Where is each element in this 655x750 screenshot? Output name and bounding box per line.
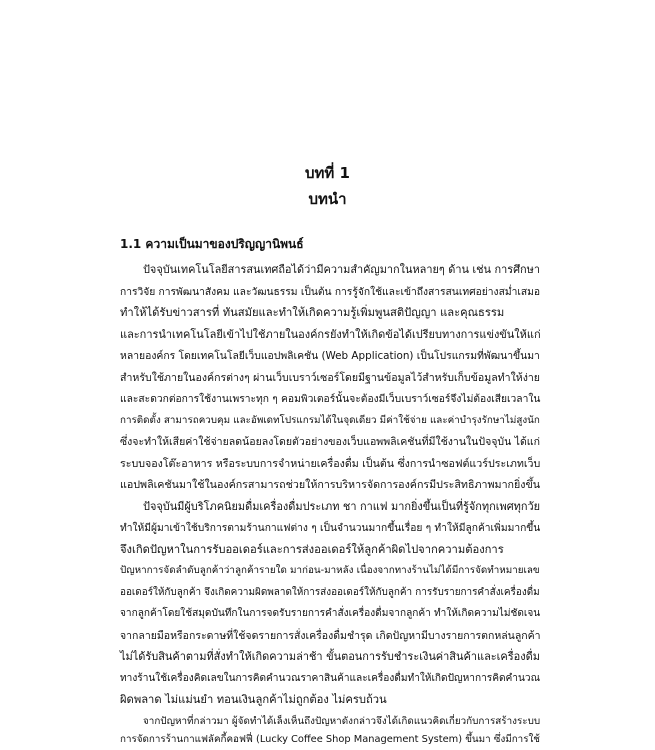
paragraph-line: จากปัญหาที่กล่าวมา ผู้จัดทำได้เล็งเห็นถึงปัญหาดังกล่าวจึงได้เกิดแนวคิดเกี่ยวกับการสร้างระบบ: [143, 716, 541, 727]
paragraph-line: การติดตั้ง สามารถควบคุม และอัพเดทโปรแกรมได้ในจุดเดียว มีค่าใช้จ่าย และค่าบำรุงรักษาไม่สูงนัก: [120, 415, 540, 426]
paragraph-line: ปัจจุบันมีผู้บริโภคนิยมดื่มเครื่องดื่มประเภท ชา กาแฟ มากยิ่งขึ้นเป็นที่รู้จักทุกเพศทุกวัย: [143, 500, 541, 513]
paragraph-line: ปัญหาการจัดลำดับลูกค้าว่าลูกค้ารายใด มาก่อน-มาหลัง เนื่องจากทางร้านไม่ได้มีการจัดทำหมายเลข: [120, 565, 540, 576]
paragraph-line: จากลายมือหรือกระดาษที่ใช้จดรายการสั่งเครื่องดื่มชำรุด เกิดปัญหามีบางรายการตกหล่นลูกค้า: [120, 630, 541, 642]
paragraph-line: สำหรับใช้ภายในองค์กรต่างๆ ผ่านเว็บเบราว์เซอร์โดยมีฐานข้อมูลไว้สำหรับเก็บข้อมูลทำให้ง่าย: [120, 372, 540, 384]
paragraph-line: ทำให้มีผู้มาเข้าใช้บริการตามร้านกาแฟต่าง ๆ เป็นจำนวนมากขึ้นเรื่อย ๆ ทำให้มีลูกค้าเพิ่มมากขึ้น: [120, 522, 541, 534]
paragraph-line: การวิจัย การพัฒนาสังคม และวัฒนธรรม เป็นต้น การรู้จักใช้และเข้าถึงสารสนเทศอย่างสม่ำเสมอ: [120, 286, 541, 298]
paragraph-line: ออเดอร์ให้กับลูกค้า จึงเกิดความผิดพลาดให้การส่งออเดอร์ให้กับลูกค้า การรับรายการคำสั่งเครื่องดื่ม: [120, 587, 540, 598]
paragraph-line: แอปพลิเคชันมาใช้ในองค์กรสามารถช่วยให้การบริหารจัดการองค์กรมีประสิทธิภาพมากยิ่งขึ้น: [120, 478, 541, 491]
section-heading: 1.1 ความเป็นมาของปริญญานิพนธ์: [120, 237, 304, 251]
paragraph-line: ผิดพลาด ไม่แม่นยำ ทอนเงินลูกค้าไม่ถูกต้อง ไม่ครบถ้วน: [120, 693, 387, 706]
chapter-title: บทนำ: [308, 190, 347, 208]
paragraph-line: จากลูกค้าโดยใช้สมุดบันทึกในการจดรับรายการคำสั่งเครื่องดื่มจากลูกค้า ทำให้เกิดความไม่ชัดเจน: [120, 608, 541, 619]
paragraph-line: หลายองค์กร โดยเทคโนโลยีเว็บแอปพลิเคชัน (Web Application) เป็นโปรแกรมที่พัฒนาขึ้นมา: [120, 350, 540, 362]
paragraph-line: ไม่ได้รับสินค้าตามที่สั่งทำให้เกิดความล่าช้า ขั้นตอนการรับชำระเงินค่าสินค้าและเครื่องดื่ม: [120, 650, 540, 663]
paragraph-line: การจัดการร้านกาแฟลัคกี้คอฟฟี่ (Lucky Coffee Shop Management System) ขึ้นมา ซึ่งมีการใช้: [120, 734, 540, 745]
chapter-number: บทที่ 1: [305, 164, 350, 182]
paragraph-line: ปัจจุบันเทคโนโลยีสารสนเทศถือได้ว่ามีความสำคัญมากในหลายๆ ด้าน เช่น การศึกษา: [143, 263, 540, 276]
paragraph-line: ระบบจองโต๊ะอาหาร หรือระบบการจำหน่ายเครื่องดื่ม เป็นต้น ซึ่งการนำซอฟต์แวร์ประเภทเว็บ: [120, 457, 541, 470]
paragraph-line: และสะดวกต่อการใช้งานเพราะทุก ๆ คอมพิวเตอร์นั้นจะต้องมีเว็บเบราว์เซอร์จึงไม่ต้องเสียเวลาใน: [120, 393, 541, 405]
paragraph-line: ทำให้ได้รับข่าวสารที่ ทันสมัยและทำให้เกิดความรู้เพิ่มพูนสติปัญญา และคุณธรรม: [120, 306, 505, 319]
paragraph-line: ซึ่งจะทำให้เสียค่าใช้จ่ายลดน้อยลงโดยตัวอย่างของเว็บแอพพลิเคชันที่มีใช้งานในปัจจุบัน ได้แก่: [120, 436, 540, 448]
paragraph-line: และการนำเทคโนโลยีเข้าไปใช้ภายในองค์กรยังทำให้เกิดข้อได้เปรียบทางการแข่งขันให้แก่: [120, 328, 541, 341]
paragraph-line: ทางร้านใช้เครื่องคิดเลขในการคิดคำนวณราคาสินค้าและเครื่องดื่มทำให้เกิดปัญหาการคิดคำนวณ: [120, 673, 540, 684]
paragraph-line: จึงเกิดปัญหาในการรับออเดอร์และการส่งออเดอร์ให้ลูกค้าผิดไปจากความต้องการ: [120, 543, 504, 556]
